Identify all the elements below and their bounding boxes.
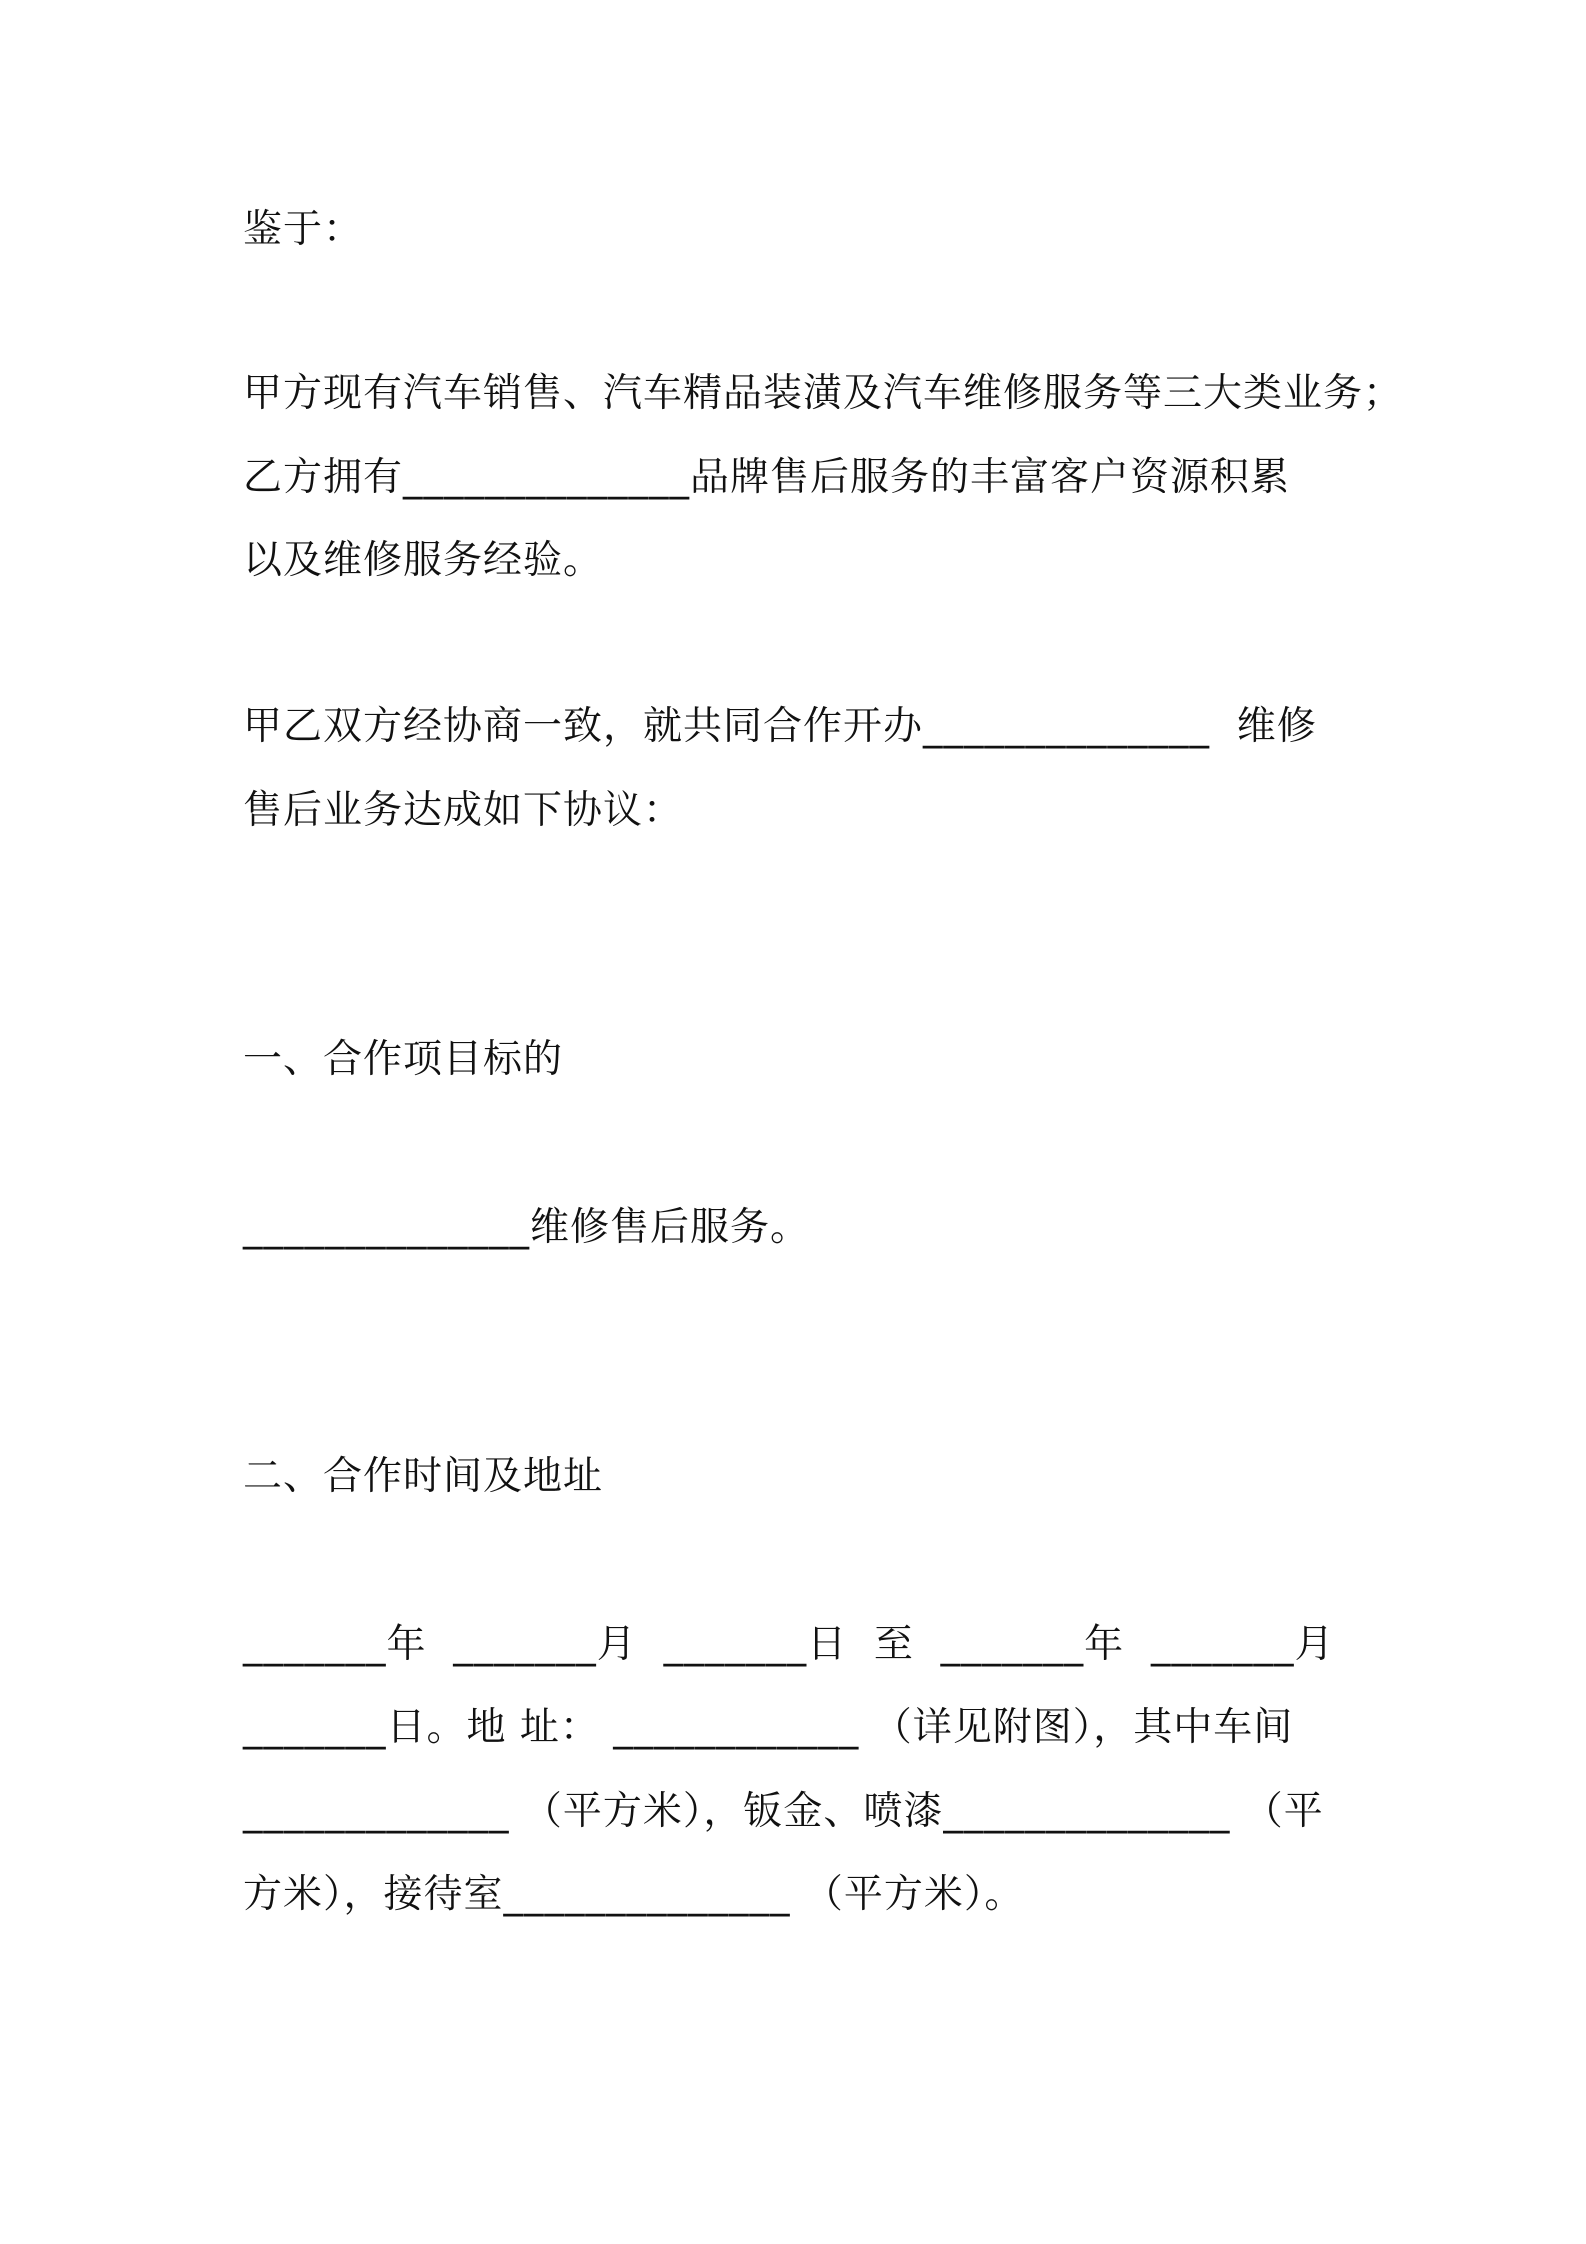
section-1-heading: 一、合作项目标的 bbox=[243, 1037, 564, 1082]
section-2-body-line-3: _____________ （平方米），钣金、喷漆______________ （平 bbox=[243, 1789, 1324, 1834]
section-2-body-line-4: 方米），接待室______________ （平方米）。 bbox=[243, 1872, 1025, 1917]
section-2-body-line-1: _______年 _______月 _______日 至 _______年 _______月 bbox=[243, 1622, 1335, 1667]
agreement-intro-line-2: 售后业务达成如下协议： bbox=[243, 788, 684, 833]
whereas-label: 鉴于： bbox=[243, 207, 364, 252]
section-2-body-line-2: _______日。地 址： ____________ （详见附图），其中车间 bbox=[243, 1705, 1294, 1750]
section-2-heading: 二、合作时间及地址 bbox=[243, 1454, 604, 1499]
party-b-clause-line-1: 乙方拥有______________品牌售后服务的丰富客户资源积累 bbox=[243, 455, 1291, 500]
party-b-clause-line-2: 以及维修服务经验。 bbox=[243, 538, 604, 583]
agreement-intro-line-1: 甲乙双方经协商一致，就共同合作开办______________ 维修 bbox=[243, 704, 1317, 749]
section-1-body: ______________维修售后服务。 bbox=[243, 1205, 811, 1250]
party-a-clause: 甲方现有汽车销售、汽车精品装潢及汽车维修服务等三大类业务； bbox=[243, 371, 1404, 416]
